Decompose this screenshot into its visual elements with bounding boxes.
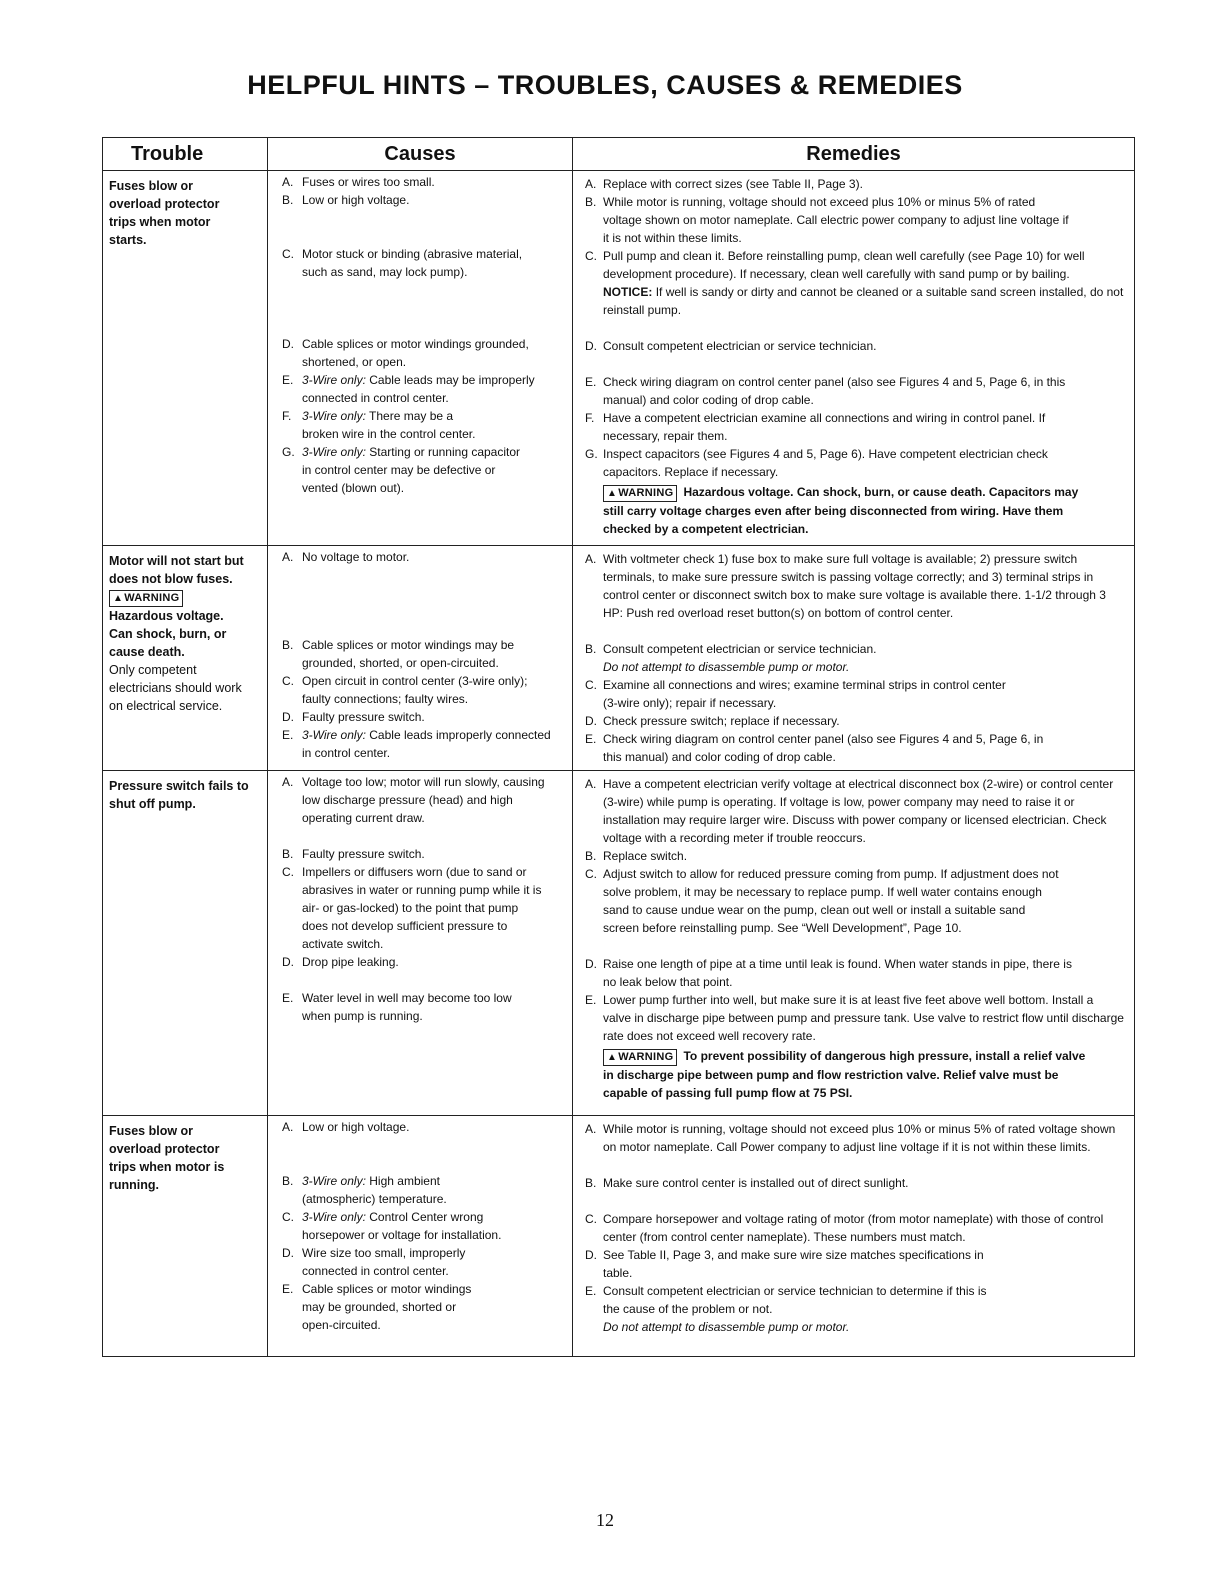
remedies-cell: A. With voltmeter check 1) fuse box to make sure full voltage is available; 2) pressure switch terminals, to make sure pressure switch is passing voltage correctly; and 3) terminal strips in control center or disconnect switch box to make sure voltage is available there. 1-1/2 through 3 HP: Push red overload reset button(s) on bottom of control center. B. Consult competent electrician or service technician. Do not attempt to disassemble pump or motor. C. Examine all connections and wires; examine terminal strips in control center (3-wire only); repair if necessary. D. Check pressure switch; replace if necessary. E. Check wiring diagram on control center panel (also see Figures 4 and 5, Page 6, in this manual) and color coding of drop cable. bbox=[573, 546, 1135, 771]
header-remedies: Remedies bbox=[573, 138, 1135, 171]
header-causes: Causes bbox=[268, 138, 573, 171]
cause-e: Cable leads improperly connected in control center. bbox=[302, 728, 551, 760]
remedy-d: Raise one length of pipe at a time until leak is found. When water stands in pipe, there is no leak below that point. bbox=[603, 957, 1072, 989]
remedies-cell: A. While motor is running, voltage should not exceed plus 10% or minus 5% of rated voltage shown on motor nameplate. Call Power company to adjust line voltage if it is not within these limits. B. Make sure control center is installed out of direct sunlight. C. Compare horsepower and voltage rating of motor (from motor nameplate) with those of control center (from control center nameplate). These numbers must match. D. See Table II, Page 3, and make sure wire size matches specifications in table. E. Consult competent electrician or service technician to determine if this is the cause of the problem or not. Do not attempt to disassemble pump or motor. bbox=[573, 1116, 1135, 1357]
causes-cell: A. Fuses or wires too small. B. Low or high voltage. C. Motor stuck or binding (abrasive material, such as sand, may lock pump). D. Cable splices or motor windings grounded, shortened, or open. E. 3-Wire only: Cable leads may be improperly connected in control center. F. 3-Wire only: There may be a broken wire in the control center. G. 3-Wire only: Starting or running capacitor in control center may be defective or vented (blown out). bbox=[268, 171, 573, 546]
cause-b: Cable splices or motor windings may be grounded, shorted, or open-circuited. bbox=[302, 638, 515, 670]
cause-e: Cable leads may be improperly connected in control center. bbox=[302, 373, 535, 405]
cause-b: Faulty pressure switch. bbox=[302, 847, 425, 861]
cause-d: Drop pipe leaking. bbox=[302, 955, 399, 969]
remedy-warning: Hazardous voltage. Can shock, burn, or cause death. Capacitors may still carry voltage charges even after being disconnected from wiring. Have them checked by a competent electrician. bbox=[603, 485, 1079, 536]
table-row bbox=[103, 1116, 1135, 1357]
cause-a: Voltage too low; motor will run slowly, causing low discharge pressure (head) and high operating current draw. bbox=[302, 775, 545, 825]
remedy-a: Replace with correct sizes (see Table II, Page 3). bbox=[603, 177, 863, 191]
warning-triangle-icon: ▲ bbox=[607, 488, 618, 499]
table-row bbox=[103, 771, 1135, 1116]
warning-badge: ▲WARNING bbox=[603, 1049, 677, 1066]
cause-b-prefix: 3-Wire only: bbox=[302, 1174, 366, 1188]
warning-badge: ▲WARNING bbox=[109, 590, 183, 607]
remedy-g: Inspect capacitors (see Figures 4 and 5, Page 6). Have competent electrician check capacitors. Replace if necessary. bbox=[603, 447, 1048, 479]
remedy-d: Consult competent electrician or service technician. bbox=[603, 339, 877, 353]
remedies-cell: A. Have a competent electrician verify voltage at electrical disconnect box (2-wire) or control center (3-wire) while pump is operating. If voltage is low, power company may need to raise it or installation may require larger wire. Discuss with power company or licensed electrician. Check voltage with a recording meter if trouble reoccurs. B. Replace switch. C. Adjust switch to allow for reduced pressure coming from pump. If adjustment does not solve problem, it may be necessary to replace pump. If well water contains enough sand to cause undue wear on the pump, clean out well or install a suitable sand screen before reinstalling pump. See “Well Development”, Page 10. D. Raise one length of pipe at a time until leak is found. When water stands in pipe, there is no leak below that point. E. Lower pump further into well, but make sure it is at least five feet above well bottom. Install a valve in discharge pipe between pump and pressure tank. Use valve to restrict flow until discharge rate does not exceed well recovery rate. ▲WARNING To prevent possibility of dangerous high pressure, install a relief valve in discharge pipe between pump and flow restriction valve. Relief valve must be capable of passing full pump flow at 75 PSI. bbox=[573, 771, 1135, 1116]
table-row bbox=[103, 171, 1135, 546]
remedy-b: Consult competent electrician or service technician. bbox=[603, 642, 877, 656]
cause-c: Impellers or diffusers worn (due to sand or abrasives in water or running pump while it is air- or gas-locked) to the point that pump does not develop sufficient pressure to activate switch. bbox=[302, 865, 542, 951]
remedy-b: Replace switch. bbox=[603, 849, 688, 863]
remedy-warning: To prevent possibility of dangerous high pressure, install a relief valve in discharge pipe between pump and flow restriction valve. Relief valve must be capable of passing full pump flow at 75 PSI. bbox=[603, 1049, 1086, 1100]
trouble-text: Fuses blow or overload protector trips when motor is running. bbox=[109, 1124, 225, 1192]
remedy-b: Make sure control center is installed out of direct sunlight. bbox=[603, 1176, 909, 1190]
remedy-e: Consult competent electrician or service technician to determine if this is the cause of the problem or not. bbox=[603, 1284, 987, 1316]
trouble-text: Motor will not start but does not blow fuses. bbox=[109, 554, 244, 586]
remedy-b-note: Do not attempt to disassemble pump or motor. bbox=[603, 660, 850, 674]
remedy-e-note: Do not attempt to disassemble pump or motor. bbox=[603, 1320, 850, 1334]
cause-f: There may be a broken wire in the control center. bbox=[302, 409, 476, 441]
remedy-b: While motor is running, voltage should not exceed plus 10% or minus 5% of rated voltage shown on motor nameplate. Call electric power company to adjust line voltage if it is not within these limits. bbox=[603, 195, 1069, 245]
cause-e: Water level in well may become too low when pump is running. bbox=[302, 991, 512, 1023]
cause-g-prefix: 3-Wire only: bbox=[302, 445, 366, 459]
trouble-note: Only competent electricians should work on electrical service. bbox=[109, 663, 242, 713]
cause-c: Motor stuck or binding (abrasive material, such as sand, may lock pump). bbox=[302, 247, 523, 279]
table-header-row bbox=[103, 138, 1135, 171]
remedy-f: Have a competent electrician examine all connections and wiring in control panel. If necessary, repair them. bbox=[603, 411, 1046, 443]
trouble-cell bbox=[103, 771, 268, 1116]
remedy-e: Check wiring diagram on control center panel (also see Figures 4 and 5, Page 6, in this manual) and color coding of drop cable. bbox=[603, 375, 1066, 407]
cause-c: Control Center wrong horsepower or voltage for installation. bbox=[302, 1210, 502, 1242]
page-title: HELPFUL HINTS – TROUBLES, CAUSES & REMEDIES bbox=[247, 70, 963, 100]
table-row bbox=[103, 546, 1135, 771]
cause-g: Starting or running capacitor in control center may be defective or vented (blown out). bbox=[302, 445, 521, 495]
remedy-a: While motor is running, voltage should not exceed plus 10% or minus 5% of rated voltage shown on motor nameplate. Call Power company to adjust line voltage if it is not within these limits. bbox=[603, 1122, 1116, 1154]
trouble-warning: Hazardous voltage. Can shock, burn, or cause death. bbox=[109, 609, 227, 659]
cause-e-prefix: 3-Wire only: bbox=[302, 728, 366, 742]
remedy-c: Compare horsepower and voltage rating of motor (from motor nameplate) with those of control center (from control center nameplate). These numbers must match. bbox=[603, 1212, 1104, 1244]
cause-f-prefix: 3-Wire only: bbox=[302, 409, 366, 423]
cause-a: Low or high voltage. bbox=[302, 1120, 410, 1134]
remedy-a: Have a competent electrician verify voltage at electrical disconnect box (2-wire) or control center (3-wire) while pump is operating. If voltage is low, power company may need to raise it or installation may require larger wire. Discuss with power company or licensed electrician. Check voltage with a recording meter if trouble reoccurs. bbox=[603, 777, 1114, 845]
trouble-cell bbox=[103, 1116, 268, 1357]
trouble-text: Fuses blow or overload protector trips when motor starts. bbox=[109, 179, 220, 247]
cause-b: High ambient (atmospheric) temperature. bbox=[302, 1174, 447, 1206]
cause-d: Wire size too small, improperly connected in control center. bbox=[302, 1246, 466, 1278]
causes-cell: A. No voltage to motor. B. Cable splices or motor windings may be grounded, shorted, or open-circuited. C. Open circuit in control center (3-wire only); faulty connections; faulty wires. D. Faulty pressure switch. E. 3-Wire only: Cable leads improperly connected in control center. bbox=[268, 546, 573, 771]
troubleshooting-table bbox=[102, 137, 1135, 1357]
causes-cell: A. Low or high voltage. B. 3-Wire only: High ambient (atmospheric) temperature. C. 3-Wire only: Control Center wrong horsepower or voltage for installation. D. Wire size too small, improperly connected in control center. E. Cable splices or motor windings may be grounded, shorted or open-circuited. bbox=[268, 1116, 573, 1357]
remedy-c-notice: If well is sandy or dirty and cannot be cleaned or a suitable sand screen installed, do not reinstall pump. bbox=[603, 285, 1124, 317]
cause-b: Low or high voltage. bbox=[302, 193, 410, 207]
cause-d: Cable splices or motor windings grounded, shortened, or open. bbox=[302, 337, 529, 369]
trouble-cell bbox=[103, 546, 268, 771]
remedy-d: Check pressure switch; replace if necessary. bbox=[603, 714, 840, 728]
header-trouble: Trouble bbox=[103, 138, 268, 171]
trouble-text: Pressure switch fails to shut off pump. bbox=[109, 779, 249, 811]
notice-label: NOTICE: bbox=[603, 285, 653, 299]
cause-a: No voltage to motor. bbox=[302, 550, 410, 564]
warning-badge: ▲WARNING bbox=[603, 485, 677, 502]
causes-cell: A. Voltage too low; motor will run slowly, causing low discharge pressure (head) and high operating current draw. B. Faulty pressure switch. C. Impellers or diffusers worn (due to sand or abrasives in water or running pump while it is air- or gas-locked) to the point that pump does not develop sufficient pressure to activate switch. D. Drop pipe leaking. E. Water level in well may become too low when pump is running. bbox=[268, 771, 573, 1116]
remedy-c: Pull pump and clean it. Before reinstalling pump, clean well carefully (see Page 10) for well development procedure). If necessary, clean well carefully with sand pump or by bailing. bbox=[603, 249, 1085, 281]
cause-e-prefix: 3-Wire only: bbox=[302, 373, 366, 387]
cause-e: Cable splices or motor windings may be grounded, shorted or open-circuited. bbox=[302, 1282, 472, 1332]
remedy-a: With voltmeter check 1) fuse box to make sure full voltage is available; 2) pressure switch terminals, to make sure pressure switch is passing voltage correctly; and 3) terminal strips in control center or disconnect switch box to make sure voltage is available there. 1-1/2 through 3 HP: Push red overload reset button(s) on bottom of control center. bbox=[603, 552, 1106, 620]
trouble-cell bbox=[103, 171, 268, 546]
warning-triangle-icon: ▲ bbox=[607, 1052, 618, 1063]
cause-c: Open circuit in control center (3-wire only); faulty connections; faulty wires. bbox=[302, 674, 528, 706]
remedy-e: Check wiring diagram on control center panel (also see Figures 4 and 5, Page 6, in this manual) and color coding of drop cable. bbox=[603, 732, 1044, 764]
warning-triangle-icon: ▲ bbox=[113, 593, 124, 604]
page-number: 12 bbox=[596, 1510, 614, 1530]
cause-c-prefix: 3-Wire only: bbox=[302, 1210, 366, 1224]
remedy-d: See Table II, Page 3, and make sure wire size matches specifications in table. bbox=[603, 1248, 984, 1280]
remedy-c: Adjust switch to allow for reduced pressure coming from pump. If adjustment does not solve problem, it may be necessary to replace pump. If well water contains enough sand to cause undue wear on the pump, clean out well or install a suitable sand screen before reinstalling pump. See “Well Development”, Page 10. bbox=[603, 867, 1059, 935]
cause-a: Fuses or wires too small. bbox=[302, 175, 435, 189]
cause-d: Faulty pressure switch. bbox=[302, 710, 425, 724]
remedies-cell: A. Replace with correct sizes (see Table II, Page 3). B. While motor is running, voltage should not exceed plus 10% or minus 5% of rated voltage shown on motor nameplate. Call electric power company to adjust line voltage if it is not within these limits. C. Pull pump and clean it. Before reinstalling pump, clean well carefully (see Page 10) for well development procedure). If necessary, clean well carefully with sand pump or by bailing. NOTICE: If well is sandy or dirty and cannot be cleaned or a suitable sand screen installed, do not reinstall pump. D. Consult competent electrician or service technician. E. Check wiring diagram on control center panel (also see Figures 4 and 5, Page 6, in this manual) and color coding of drop cable. F. Have a competent electrician examine all connections and wiring in control panel. If necessary, repair them. G. Inspect capacitors (see Figures 4 and 5, Page 6). Have competent electrician check capacitors. Replace if necessary. ▲WARNING Hazardous voltage. Can shock, burn, or cause death. Capacitors may still carry voltage charges even after being disconnected from wiring. Have them checked by a competent electrician. bbox=[573, 171, 1135, 546]
remedy-e: Lower pump further into well, but make sure it is at least five feet above well bottom. Install a valve in discharge pipe between pump and pressure tank. Use valve to restrict flow until discharge rate does not exceed well recovery rate. bbox=[603, 993, 1124, 1043]
remedy-c: Examine all connections and wires; examine terminal strips in control center (3-wire only); repair if necessary. bbox=[603, 678, 1006, 710]
